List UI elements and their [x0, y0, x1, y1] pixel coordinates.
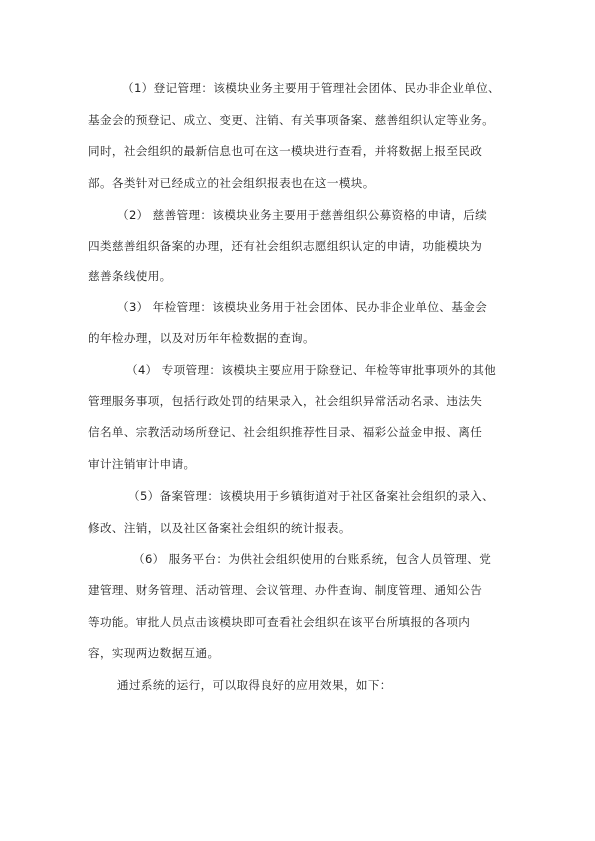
- paragraph-4-line-1: （4） 专项管理：该模块主要应用于除登记、年检等审批事项外的其他: [126, 363, 497, 377]
- paragraph-1-line-4: 部。各类针对已经成立的社会组织报表也在这一模块。: [88, 176, 375, 190]
- paragraph-6-line-2: 建管理、财务管理、活动管理、会议管理、办件查询、制度管理、通知公告: [88, 583, 483, 597]
- paragraph-6-line-3: 等功能。审批人员点击该模块即可查看社会组织在该平台所填报的各项内: [88, 615, 471, 629]
- paragraph-4-line-2: 管理服务事项，包括行政处罚的结果录入，社会组织异常活动名录、违法失: [88, 394, 483, 408]
- paragraph-7-line-1: 通过系统的运行，可以取得良好的应用效果，如下：: [117, 678, 392, 692]
- paragraph-3-line-2: 的年检办理，以及对历年年检数据的查询。: [88, 331, 315, 345]
- paragraph-4-line-3: 信名单、宗教活动场所登记、社会组织推荐性目录、福彩公益金申报、离任: [88, 425, 483, 439]
- paragraph-5-line-1: （5）备案管理：该模块用于乡镇街道对于社区备案社会组织的录入、: [128, 489, 495, 503]
- paragraph-1-line-2: 基金会的预登记、成立、变更、注销、有关事项备案、慈善组织认定等业务。: [88, 113, 495, 127]
- paragraph-6-line-1: （6） 服务平台：为供社会组织使用的台账系统，包含人员管理、党: [133, 552, 492, 566]
- paragraph-4-line-4: 审计注销审计申请。: [88, 457, 196, 471]
- paragraph-2-line-1: （2） 慈善管理：该模块业务主要用于慈善组织公募资格的申请，后续: [117, 208, 488, 222]
- paragraph-2-line-3: 慈善条线使用。: [88, 269, 172, 283]
- paragraph-5-line-2: 修改、注销，以及社区备案社会组织的统计报表。: [88, 521, 351, 535]
- paragraph-2-line-2: 四类慈善组织备案的办理，还有社会组织志愿组织认定的申请，功能模块为: [88, 239, 483, 253]
- paragraph-3-line-1: （3） 年检管理：该模块业务用于社会团体、民办非企业单位、基金会: [117, 300, 488, 314]
- paragraph-6-line-4: 容，实现两边数据互通。: [88, 646, 220, 660]
- paragraph-1-line-3: 同时，社会组织的最新信息也可在这一模块进行查看，并将数据上报至民政: [88, 144, 483, 158]
- paragraph-1-line-1: （1）登记管理：该模块业务主要用于管理社会团体、民办非企业单位、: [122, 81, 500, 95]
